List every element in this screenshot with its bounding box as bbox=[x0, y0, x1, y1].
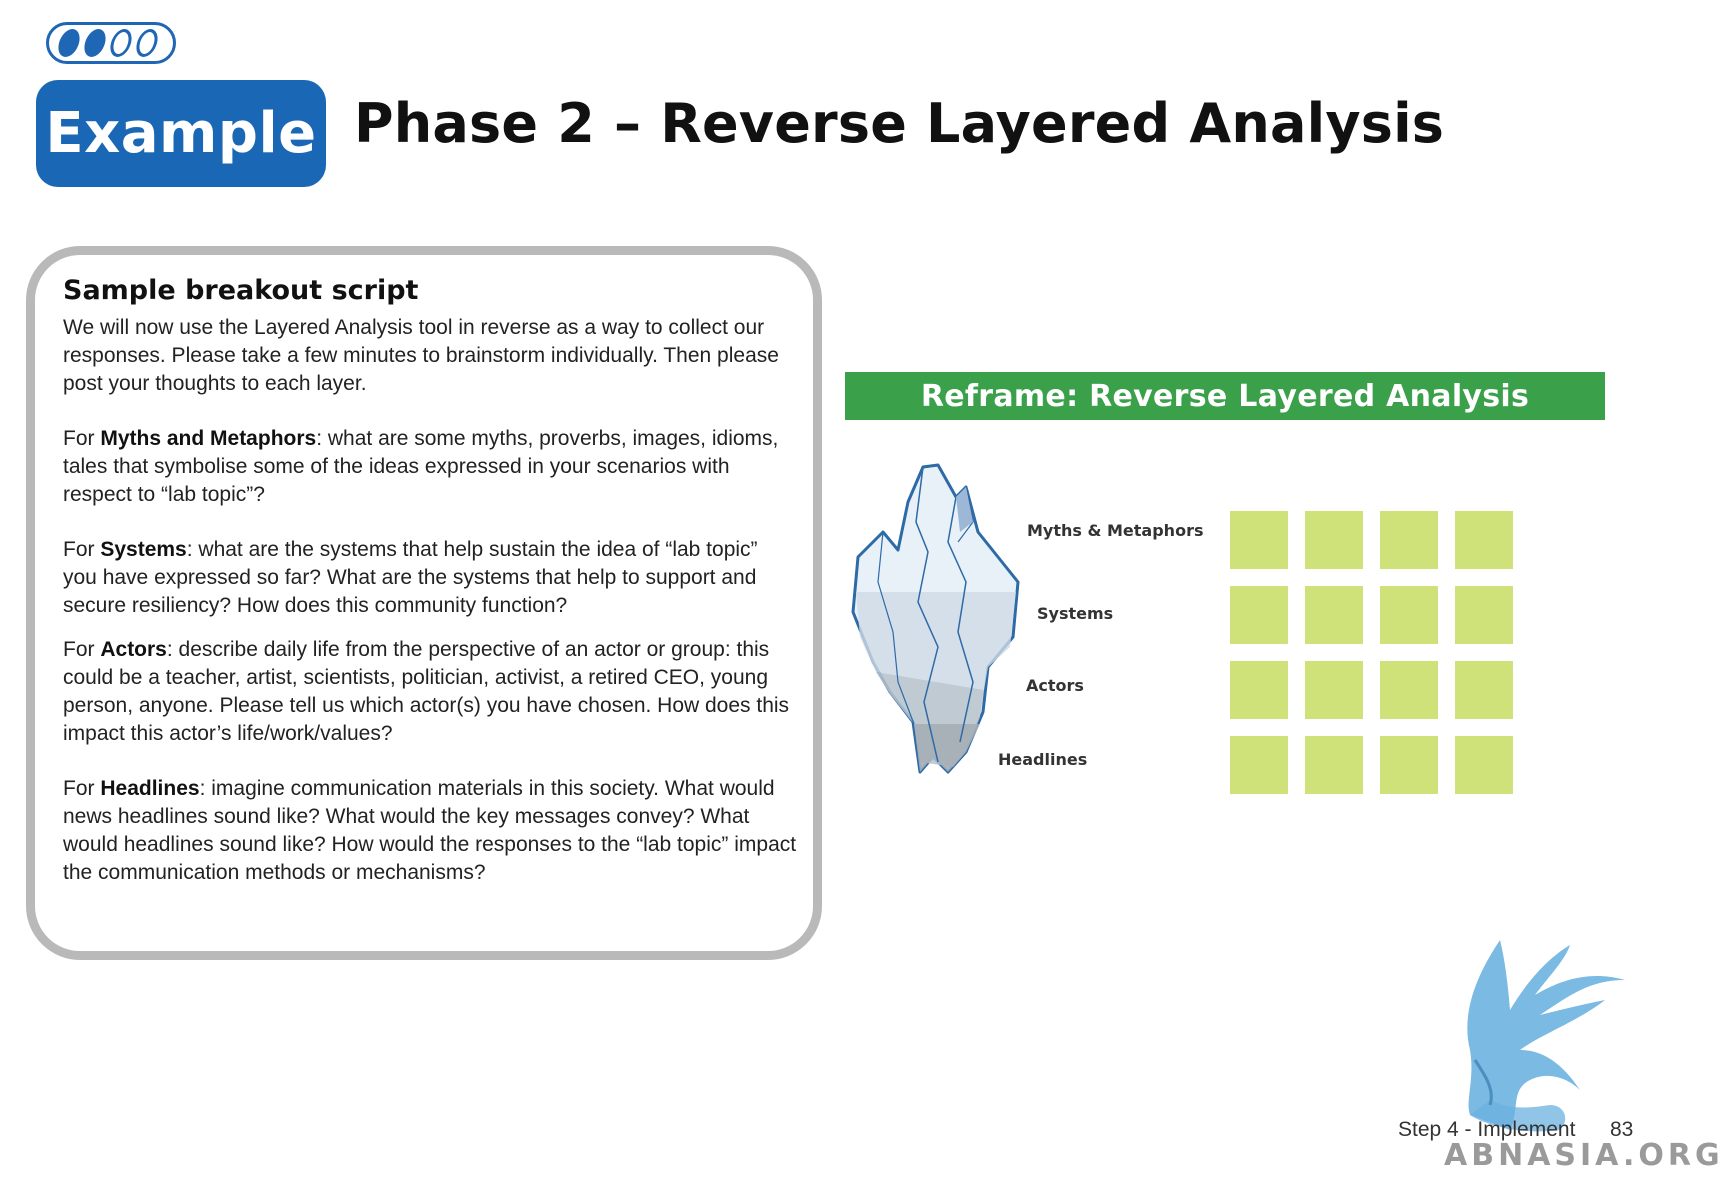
term-myths: Myths and Metaphors bbox=[100, 427, 317, 450]
term-actors: Actors bbox=[100, 638, 167, 661]
sticky-note bbox=[1455, 661, 1513, 719]
section-myths: For Myths and Metaphors: what are some myths, proverbs, images, idioms, tales that symbolise some of the ideas expressed in your scenarios with respect to “lab topic”? bbox=[63, 427, 779, 506]
page-number: 83 bbox=[1610, 1118, 1634, 1141]
progress-dot-4 bbox=[134, 29, 161, 57]
sticky-note bbox=[1455, 586, 1513, 644]
section-systems: For Systems: what are the systems that help sustain the idea of “lab topic” you have expressed so far? What are the systems that help to support and secure resiliency? How does this community function? bbox=[63, 538, 758, 617]
sticky-note bbox=[1230, 661, 1288, 719]
page-title: Phase 2 – Reverse Layered Analysis bbox=[354, 92, 1445, 155]
progress-dot-3 bbox=[108, 29, 135, 57]
section-headlines: For Headlines: imagine communication materials in this society. What would news headlines sound like? What would the key messages convey? What would headlines sound like? How would the responses to the “lab topic” impact the communication methods or mechanisms? bbox=[63, 777, 797, 884]
sticky-note bbox=[1380, 661, 1438, 719]
term-headlines: Headlines bbox=[100, 777, 200, 800]
sticky-note bbox=[1305, 586, 1363, 644]
sticky-note bbox=[1305, 511, 1363, 569]
progress-dot-1 bbox=[56, 29, 83, 57]
layer-label-actors: Actors bbox=[1026, 676, 1084, 695]
sticky-note bbox=[1230, 511, 1288, 569]
sticky-note bbox=[1455, 511, 1513, 569]
layer-label-systems: Systems bbox=[1037, 604, 1114, 623]
sticky-note bbox=[1380, 736, 1438, 794]
sticky-note bbox=[1380, 511, 1438, 569]
section-actors: For Actors: describe daily life from the perspective of an actor or group: this could be a teacher, artist, scientists, politician, activist, a retired CEO, young person, anyone. Please tell us which actor(s) you have chosen. How does this impact this actor’s life/work/values? bbox=[63, 638, 790, 745]
footer-step: Step 4 - Implement bbox=[1398, 1118, 1576, 1141]
sticky-note bbox=[1305, 661, 1363, 719]
iceberg-icon bbox=[848, 462, 1028, 782]
script-intro: We will now use the Layered Analysis tool in reverse as a way to collect our responses. Please take a few minutes to brainstorm individually. Then please post your thoughts to each layer. bbox=[63, 316, 779, 395]
script-card-content bbox=[63, 275, 797, 887]
griffin-logo-icon bbox=[1440, 940, 1625, 1140]
sticky-note bbox=[1230, 586, 1288, 644]
sticky-note bbox=[1230, 736, 1288, 794]
progress-indicator bbox=[46, 22, 176, 64]
layer-label-headlines: Headlines bbox=[998, 750, 1088, 769]
sticky-note bbox=[1380, 586, 1438, 644]
sticky-note bbox=[1455, 736, 1513, 794]
sticky-note bbox=[1305, 736, 1363, 794]
progress-dot-2 bbox=[82, 29, 109, 57]
term-systems: Systems bbox=[100, 538, 187, 561]
script-card bbox=[26, 246, 822, 960]
watermark: ABNASIA.ORG bbox=[1444, 1138, 1724, 1173]
sticky-note-grid bbox=[1230, 511, 1514, 795]
layer-label-myths: Myths & Metaphors bbox=[1027, 521, 1204, 540]
example-badge: Example bbox=[36, 80, 326, 187]
script-heading: Sample breakout script bbox=[63, 275, 419, 306]
reframe-banner: Reframe: Reverse Layered Analysis bbox=[845, 372, 1605, 420]
